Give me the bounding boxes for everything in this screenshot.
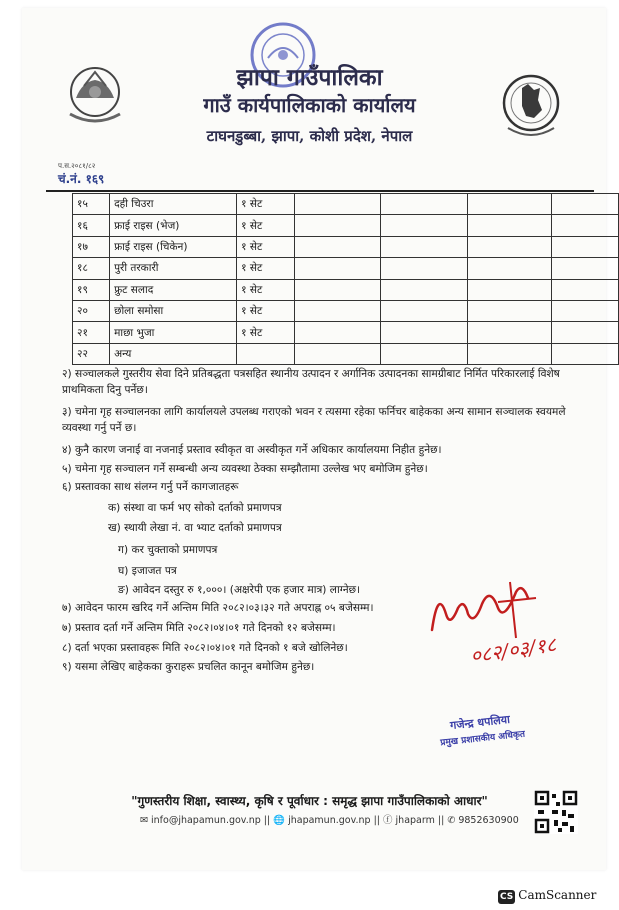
empty-cell (552, 236, 619, 257)
table-row (73, 322, 619, 343)
item-serial: २१ (73, 322, 110, 343)
empty-cell (295, 236, 381, 257)
empty-cell (467, 258, 552, 279)
office-name: झापा गाउँपालिका (236, 64, 383, 91)
empty-cell (552, 343, 619, 364)
empty-cell (381, 258, 467, 279)
item-name: फ्राई राइस (चिकेन) (110, 236, 237, 257)
reference-number: चं.नं. १६९ (58, 172, 105, 186)
footer-slogan: "गुणस्तरीय शिक्षा, स्वास्थ्य, कृषि र पूर्वाधार : समृद्ध झापा गाउँपालिकाको आधार" (131, 794, 488, 808)
empty-cell (381, 236, 467, 257)
empty-cell (552, 322, 619, 343)
globe-icon: 🌐 (273, 815, 286, 826)
table-row (73, 215, 619, 236)
item-serial: २२ (73, 343, 110, 364)
empty-cell (467, 236, 552, 257)
office-subtitle: गाउँ कार्यपालिकाको कार्यालय (203, 93, 416, 117)
document-item-d: घ) इजाजत पत्र (118, 565, 177, 577)
empty-cell (467, 343, 552, 364)
empty-cell (467, 300, 552, 321)
camscanner-watermark (498, 888, 596, 904)
items-table (72, 193, 619, 365)
facebook-icon: ⓕ (383, 815, 393, 826)
footer-phone[interactable]: 9852630900 (458, 815, 519, 826)
table-row (73, 194, 619, 215)
clause-9: ९) यसमा लेखिए बाहेकका कुराहरू प्रचलित कानून बमोजिम हुनेछ। (62, 661, 315, 673)
item-serial: १९ (73, 279, 110, 300)
empty-cell (552, 215, 619, 236)
item-name: अन्य (110, 343, 237, 364)
qr-code-icon (534, 790, 578, 834)
clause-8: ८) दर्ता भएका प्रस्तावहरू मिति २०८२।०४।०१ गते दिनको १ बजे खोलिनेछ। (62, 642, 348, 654)
clause-6: ६) प्रस्तावका साथ संलग्न गर्नु पर्ने कागजातहरू (62, 481, 239, 493)
empty-cell (467, 194, 552, 215)
empty-cell (552, 279, 619, 300)
empty-cell (381, 343, 467, 364)
empty-cell (381, 322, 467, 343)
empty-cell (381, 215, 467, 236)
empty-cell (381, 300, 467, 321)
empty-cell (381, 194, 467, 215)
empty-cell (467, 322, 552, 343)
footer-email[interactable]: info@jhapamun.gov.np (151, 815, 261, 826)
item-name: छोला समोसा (110, 300, 237, 321)
item-name: पुरी तरकारी (110, 258, 237, 279)
empty-cell (295, 279, 381, 300)
item-quantity: १ सेट (237, 258, 295, 279)
camscanner-badge: CS (500, 892, 514, 902)
footer-contacts (140, 812, 519, 826)
clause-3: ३) चमेना गृह सञ्चालनका लागि कार्यालयले उपलब्ध गराएको भवन र त्यसमा रहेका फर्निचर बाहेकका अन्य सामान सञ्चालक स्वयमले व्यवस्था गर्नु पर्ने छ। (62, 406, 566, 434)
phone-icon: ✆ (447, 815, 456, 826)
empty-cell (467, 279, 552, 300)
table-row (73, 236, 619, 257)
empty-cell (552, 258, 619, 279)
separator: || (263, 815, 274, 826)
clause-7b: ७) प्रस्ताव दर्ता गर्ने अन्तिम मिति २०८२।०४।०१ गते दिनको १२ बजेसम्म। (62, 622, 336, 634)
empty-cell (295, 322, 381, 343)
document-item-c: ग) कर चुक्ताको प्रमाणपत्र (118, 544, 218, 556)
item-quantity: १ सेट (237, 322, 295, 343)
header-divider (46, 190, 594, 192)
footer-website[interactable]: jhapamun.gov.np (288, 815, 371, 826)
clause-2: २) सञ्चालकले गुस्तरीय सेवा दिने प्रतिबद्धता पत्रसहित स्थानीय उत्पादन र अर्गानिक उत्पादनका सामग्रीबाट निर्मित परिकारलाई विशेष प्राथमिकता दिनु पर्नेछ। (62, 368, 560, 396)
item-serial: १८ (73, 258, 110, 279)
item-name: फ्रुट सलाद (110, 279, 237, 300)
empty-cell (295, 258, 381, 279)
officer-title: प्रमुख प्रशासकीय अधिकृत (439, 729, 526, 749)
document-item-b: ख) स्थायी लेखा नं. वा भ्याट दर्ताको प्रमाणपत्र (108, 522, 282, 534)
empty-cell (552, 194, 619, 215)
empty-cell (295, 194, 381, 215)
item-quantity (237, 343, 295, 364)
camscanner-label: CamScanner (518, 888, 597, 902)
item-name: माछा भुजा (110, 322, 237, 343)
table-row (73, 258, 619, 279)
item-quantity: १ सेट (237, 194, 295, 215)
clause-4: ४) कुनै कारण जनाई वा नजनाई प्रस्ताव स्वीकृत वा अस्वीकृत गर्ने अधिकार कार्यालयमा निहीत हुनेछ। (62, 444, 442, 456)
document-item-a: क) संस्था वा फर्म भए सोको दर्ताको प्रमाणपत्र (108, 502, 282, 514)
empty-cell (295, 343, 381, 364)
office-address: टाघनडुब्बा, झापा, कोशी प्रदेश, नेपाल (206, 127, 413, 145)
item-quantity: १ सेट (237, 300, 295, 321)
separator: || (373, 815, 383, 826)
empty-cell (295, 215, 381, 236)
separator: || (437, 815, 448, 826)
clause-5: ५) चमेना गृह सञ्चालन गर्ने सम्बन्धी अन्य व्यवस्था ठेक्का सम्झौतामा उल्लेख भए बमोजिम हुनेछ। (62, 463, 428, 475)
email-icon: ✉ (140, 815, 148, 826)
document-item-e: ङ) आवेदन दस्तुर रु १,०००। (अक्षरेपी एक हजार मात्र) लाग्नेछ। (118, 584, 361, 596)
item-serial: २० (73, 300, 110, 321)
table-row (73, 300, 619, 321)
table-row (73, 343, 619, 364)
item-serial: १५ (73, 194, 110, 215)
empty-cell (552, 300, 619, 321)
item-serial: १७ (73, 236, 110, 257)
footer-facebook[interactable]: jhaparm (395, 815, 435, 826)
item-quantity: १ सेट (237, 215, 295, 236)
clause-7a: ७) आवेदन फारम खरिद गर्ने अन्तिम मिति २०८२।०३।३२ गते अपराह्न ०५ बजेसम्म। (62, 602, 374, 614)
table-row (73, 279, 619, 300)
officer-name: गजेन्द्र धपलिया (449, 712, 511, 733)
item-serial: १६ (73, 215, 110, 236)
empty-cell (295, 300, 381, 321)
signature-date: ०८२/०३/१८ (468, 632, 558, 668)
empty-cell (381, 279, 467, 300)
item-quantity: १ सेट (237, 236, 295, 257)
empty-cell (467, 215, 552, 236)
item-name: दही चिउरा (110, 194, 237, 215)
reference-label: प.स.२०८१/८२ (58, 162, 96, 170)
item-quantity: १ सेट (237, 279, 295, 300)
item-name: फ्राई राइस (भेज) (110, 215, 237, 236)
